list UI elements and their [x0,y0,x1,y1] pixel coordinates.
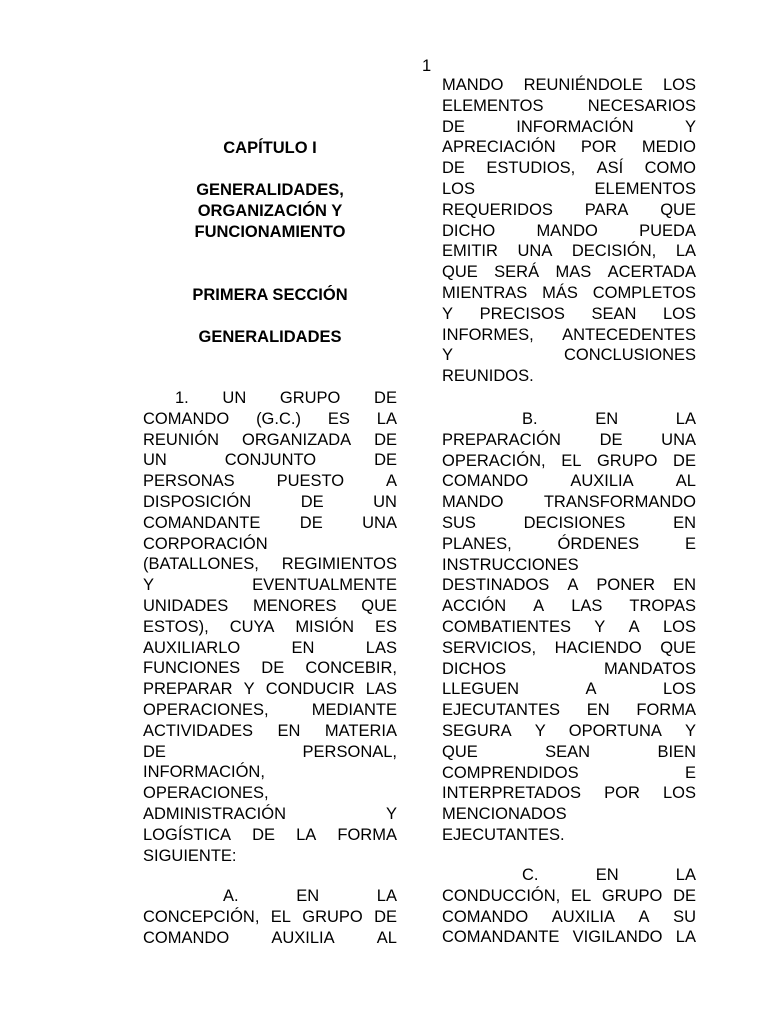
text-line: APRECIACIÓN POR MEDIO [442,138,696,157]
text-line: ADMINISTRACIÓN Y [143,804,397,823]
text-line: ACTIVIDADES EN MATERIA [143,721,397,740]
paragraph-b [442,409,696,846]
text-line: QUE SEAN BIEN [442,742,696,761]
text-line: LLEGUEN A LOS [442,680,696,699]
text-line: COMANDO (G.C.) ES LA [143,409,397,428]
text-line: CONCEPCIÓN, EL GRUPO DE [143,907,397,926]
text-line: OPERACIONES, [143,784,269,803]
text-line: REUNIÓN ORGANIZADA DE [143,430,397,449]
text-line: UN CONJUNTO DE [143,451,397,470]
text-line: PERSONAS PUESTO A [143,472,397,491]
text-line: COMBATIENTES Y A LOS [442,617,696,636]
text-line: COMANDANTE VIGILANDO LA [442,928,696,947]
text-line: Y CONCLUSIONES [442,346,696,365]
text-line: MIENTRAS MÁS COMPLETOS [442,283,696,302]
text-line: SEGURA Y OPORTUNA Y [442,721,696,740]
text-line: COMANDO AUXILIA AL [442,472,696,491]
text-line: COMPRENDIDOS E [442,763,696,782]
text-line: PREPARACIÓN DE UNA [442,430,696,449]
text-line: (BATALLONES, REGIMIENTOS [143,555,397,574]
text-line: DICHO MANDO PUEDA [442,221,696,240]
chapter-title-line: FUNCIONAMIENTO [194,222,346,241]
text-line: MENCIONADOS [442,805,567,824]
text-line: ELEMENTOS NECESARIOS [442,96,696,115]
text-line: DE ESTUDIOS, ASÍ COMO [442,159,696,178]
text-line: EMITIR UNA DECISIÓN, LA [442,242,696,261]
text-line: OPERACIONES, MEDIANTE [143,700,397,719]
section-title: GENERALIDADES [198,328,342,346]
text-line: COMANDO AUXILIA AL [143,928,397,947]
text-line: MANDO TRANSFORMANDO [442,493,696,512]
text-line: MANDO REUNIÉNDOLE LOS [442,76,696,94]
text-line: DE INFORMACIÓN Y [442,117,696,136]
chapter-title [143,180,397,242]
text-line: INSTRUCCIONES [442,555,579,574]
text-line: INTERPRETADOS POR LOS [442,784,696,803]
text-line: A. EN LA [223,887,397,905]
paragraph-c [442,865,696,948]
text-line: LOS ELEMENTOS [442,179,696,198]
text-line: INFORMACIÓN, [143,763,265,782]
paragraph-continuation [442,75,696,387]
text-line: SUS DECISIONES EN [442,513,696,532]
text-line: SERVICIOS, HACIENDO QUE [442,638,696,657]
text-line: OPERACIÓN, EL GRUPO DE [442,451,696,470]
text-line: QUE SERÁ MAS ACERTADA [442,263,696,282]
chapter-title-line: ORGANIZACIÓN Y [197,201,343,220]
chapter-title-line: GENERALIDADES, [196,181,344,199]
chapter-heading: CAPÍTULO I [223,139,317,157]
text-line: REUNIDOS. [442,367,534,386]
text-line: INFORMES, ANTECEDENTES [442,325,696,344]
page-number: 1 [422,57,432,75]
text-line: SIGUIENTE: [143,846,237,865]
text-line: COMANDANTE DE UNA [143,513,397,532]
text-line: ACCIÓN A LAS TROPAS [442,597,696,616]
text-line: C. EN LA [522,866,696,884]
text-line: DE PERSONAL, [143,742,397,761]
text-line: COMANDO AUXILIA A SU [442,907,696,926]
text-line: Y EVENTUALMENTE [143,576,397,595]
text-line: 1. UN GRUPO DE [175,389,397,407]
text-line: EJECUTANTES EN FORMA [442,701,696,720]
text-line: UNIDADES MENORES QUE [143,596,397,615]
text-line: REQUERIDOS PARA QUE [442,200,696,219]
text-line: CONDUCCIÓN, EL GRUPO DE [442,886,696,905]
paragraph-a [143,886,397,948]
text-line: DISPOSICIÓN DE UN [143,492,397,511]
text-line: PLANES, ÓRDENES E [442,534,696,553]
text-line: DICHOS MANDATOS [442,659,696,678]
text-line: AUXILIARLO EN LAS [143,638,397,657]
text-line: LOGÍSTICA DE LA FORMA [143,825,397,844]
text-line: Y PRECISOS SEAN LOS [442,304,696,323]
text-line: PREPARAR Y CONDUCIR LAS [143,680,397,699]
text-line: ESTOS), CUYA MISIÓN ES [143,617,397,636]
text-line: B. EN LA [522,410,696,428]
text-line: EJECUTANTES. [442,825,565,844]
text-line: CORPORACIÓN [143,534,268,553]
section-heading: PRIMERA SECCIÓN [192,286,348,304]
text-line: FUNCIONES DE CONCEBIR, [143,659,397,678]
text-line: DESTINADOS A PONER EN [442,576,696,595]
paragraph-1 [143,388,397,866]
